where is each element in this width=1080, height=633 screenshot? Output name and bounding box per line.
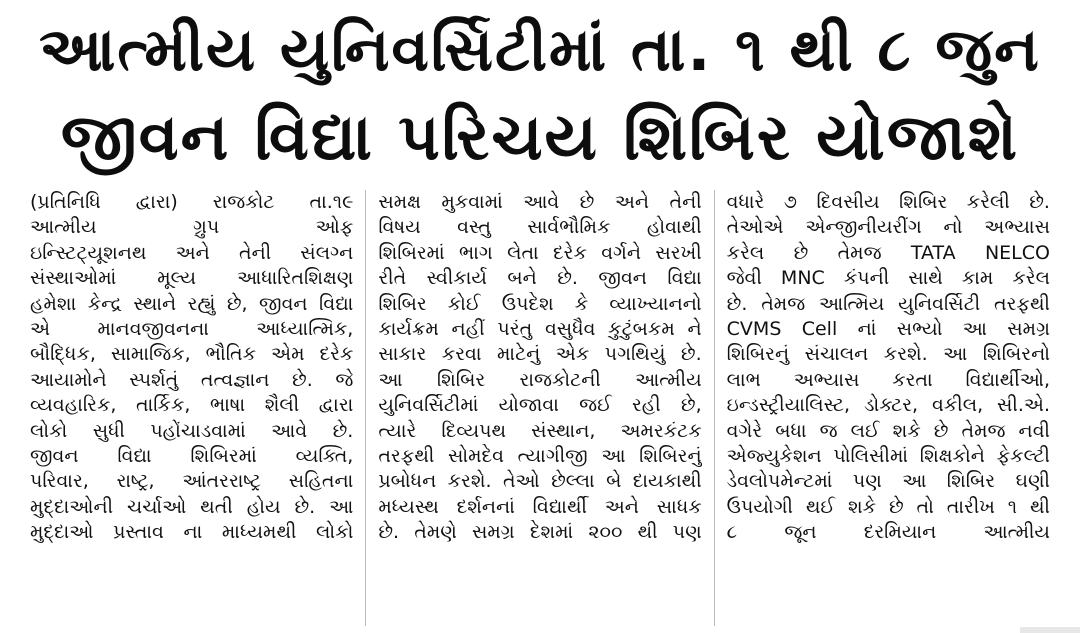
article-line: વગેરે બધા જ લઈ શકે છે તેમજ નવી xyxy=(726,419,1050,442)
article-line: શિબિર કોઈ ઉપદેશ કે વ્યાખ્યાનનો xyxy=(378,292,702,315)
article-line: શિબિરમાં ભાગ લેતા દરેક વર્ગને સરખી xyxy=(378,241,702,264)
article-line: CVMS Cell નાં સભ્યો આ સમગ્ર xyxy=(726,317,1050,340)
article-line: વ્યવહારિક, તાર્કિક, ભાષા શૈલી દ્વારા xyxy=(30,394,354,417)
page-edge-rule xyxy=(1020,627,1080,633)
article-column-2 xyxy=(365,190,713,626)
article-line: વધારે ૭ દિવસીય શિબિર કરેલી છે. xyxy=(726,191,1050,213)
article-line: સંસ્થાઓમાં મૂલ્ય આધારિતશિક્ષણ xyxy=(30,267,354,290)
article-line: કરેલ છે તેમજ TATA NELCO xyxy=(726,241,1050,264)
article-line: યુનિવર્સિટીમાં યોજાવા જઈ રહી છે, xyxy=(378,394,702,417)
article-column-1 xyxy=(18,190,365,626)
article-line: એજ્યુકેશન પોલિસીમાં શિક્ષકોને ફેકલ્ટી xyxy=(726,444,1050,467)
article-line: લોકો સુધી પહોંચાડવામાં આવે છે. xyxy=(30,419,354,442)
article-line: મધ્યસ્થ દર્શનનાં વિદ્યાર્થી અને સાધક xyxy=(378,495,702,518)
article-line: બૌદ્ધિક, સામાજિક, ભૌતિક એમ દરેક xyxy=(30,343,354,366)
article-line: જેવી MNC કંપની સાથે કામ કરેલ xyxy=(726,267,1050,290)
article-line: ૮ જૂન દરમિયાન આત્મીય xyxy=(726,521,1050,544)
article-line: તેઓએ એન્જીનીયરીંગ નો અભ્યાસ xyxy=(726,216,1050,239)
headline-line-1: આત્મીય યુનિવર્સિટીમાં તા. ૧ થી ૮ જુન xyxy=(39,15,1041,85)
article-column-3 xyxy=(714,190,1062,626)
article-line: આ શિબિર રાજકોટની આત્મીય xyxy=(378,368,702,391)
article-line: પ્રબોધન કરશે. તેઓ છેલ્લા બે દાયકાથી xyxy=(378,470,702,493)
article-line: કાર્યક્રમ નહીં પરંતુ વસુધૈવ કુટુંબકમ ને xyxy=(378,317,702,340)
article-line: ડેવલોપમેન્ટમાં પણ આ શિબિર ઘણી xyxy=(726,470,1050,493)
article-line: એ માનવજીવનના આધ્યાત્મિક, xyxy=(30,317,354,340)
article-line: મુદ્દાઓની ચર્ચાઓ થતી હોય છે. આ xyxy=(30,495,354,518)
article-line: સાકાર કરવા માટેનું એક પગથિયું છે. xyxy=(378,343,702,366)
article-line: હમેશા કેન્દ્ર સ્થાને રહ્યું છે, જીવન વિદ્યા xyxy=(30,292,354,315)
headline xyxy=(0,8,1080,184)
article-line: ઉપયોગી થઈ શકે છે તો તારીખ ૧ થી xyxy=(726,495,1050,518)
article-line: ઇન્ડસ્ટ્રીયાલિસ્ટ, ડોક્ટર, વકીલ, સી.એ. xyxy=(726,394,1050,417)
article-line: ત્યારે દિવ્યપથ સંસ્થાન, અમરકંટક xyxy=(378,419,702,442)
article-body xyxy=(18,190,1062,626)
article-line: લાભ અભ્યાસ કરતા વિદ્યાર્થીઓ, xyxy=(726,368,1050,391)
headline-line-2: જીવન વિદ્યા પરિચય શિબિર યોજાશે xyxy=(60,101,1020,175)
article-line: છે. તેમજ આત્મિય યુનિવર્સિટી તરફથી xyxy=(726,292,1050,315)
article-line: ઇન્સ્ટિટ્યૂશનથ અને તેની સંલગ્ન xyxy=(30,241,354,264)
article-line: જીવન વિદ્યા શિબિરમાં વ્યક્તિ, xyxy=(30,444,354,467)
article-line: સમક્ષ મુકવામાં આવે છે અને તેની xyxy=(378,191,702,213)
article-line: રીતે સ્વીકાર્ય બને છે. જીવન વિદ્યા xyxy=(378,267,702,290)
article-line: (પ્રતિનિધિ દ્વારા) રાજકોટ તા.૧૯ xyxy=(30,191,354,213)
article-line: આત્મીય ગ્રુપ ઓફ xyxy=(30,216,354,239)
article-line: આયામોને સ્પર્શતું તત્વજ્ઞાન છે. જે xyxy=(30,368,354,391)
article-line: વિષય વસ્તુ સાર્વભૌમિક હોવાથી xyxy=(378,216,702,239)
article-line: મુદ્દાઓ પ્રસ્તાવ ના માધ્યમથી લોકો xyxy=(30,521,354,544)
article-line: શિબિરનું સંચાલન કરશે. આ શિબિરનો xyxy=(726,343,1050,366)
article-line: પરિવાર, રાષ્ટ્ર, આંતરરાષ્ટ્ર સહિતના xyxy=(30,470,354,493)
article-line: તરફથી સોમદેવ ત્યાગીજી આ શિબિરનું xyxy=(378,444,702,467)
article-line: છે. તેમણે સમગ્ર દેશમાં ૨૦૦ થી પણ xyxy=(378,521,702,544)
